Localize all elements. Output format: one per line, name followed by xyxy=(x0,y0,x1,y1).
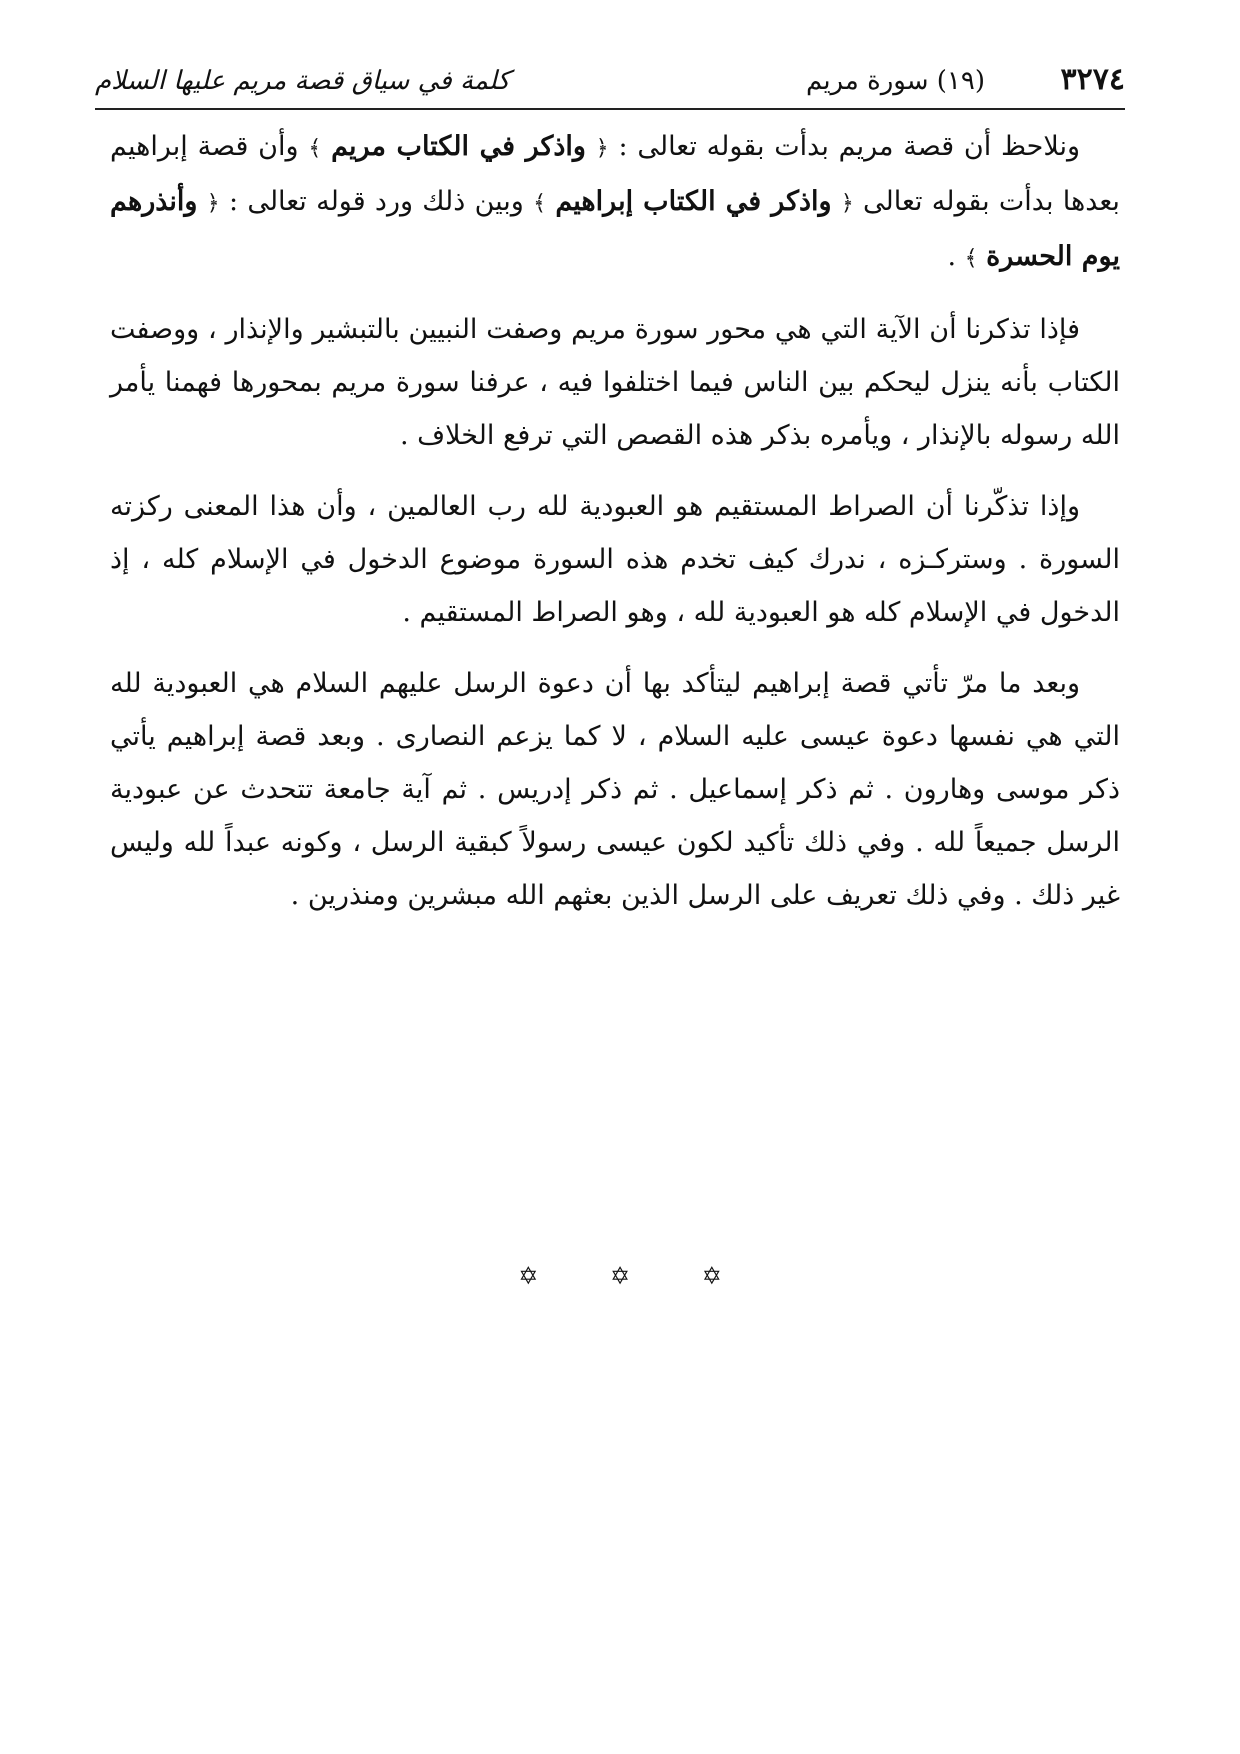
ornate-bracket-open: ﴿ xyxy=(206,191,220,216)
p1-text-1: ونلاحظ أن قصة مريم بدأت بقوله تعالى : xyxy=(618,131,1081,162)
paragraph-2: فإذا تذكرنا أن الآية التي هي محور سورة مريم وصفت النبيين بالتبشير والإنذار ، ووصفت الكتاب بأنه ينزل ليحكم بين الناس فيما اختلفوا فيه ، عرفنا سورة مريم بمحورها فهمنا يأمر الله رسوله بالإنذار ، ويأمره بذكر هذه القصص التي ترفع الخلاف . xyxy=(110,314,1120,451)
page-number: ٣٢٧٤ xyxy=(1060,62,1125,97)
ornate-bracket-close: ﴾ xyxy=(308,136,322,161)
p1-text-4: . xyxy=(947,241,957,272)
paragraph-3: وإذا تذكّرنا أن الصراط المستقيم هو العبودية لله رب العالمين ، وأن هذا المعنى ركزته السورة . وستركـزه ، ندرك كيف تخدم هذه السورة موضوع الدخول في الإسلام كله ، إذ الدخول في الإسلام كله هو العبودية لله ، وهو الصراط المستقيم . xyxy=(110,491,1120,628)
ornate-bracket-close: ﴾ xyxy=(964,246,978,271)
quran-quote-3: وأنذرهم يوم الحسرة xyxy=(110,186,1120,272)
running-header xyxy=(95,62,1125,108)
ornate-bracket-close: ﴾ xyxy=(533,191,547,216)
quran-quote-2: واذكر في الكتاب إبراهيم xyxy=(555,186,832,217)
star-icon: ✡ xyxy=(609,1262,631,1290)
p1-text-2: وأن قصة إبراهيم بعدها بدأت بقوله تعالى xyxy=(110,131,1120,217)
running-title: كلمة في سياق قصة مريم عليها السلام xyxy=(95,66,510,96)
quran-quote-1: واذكر في الكتاب مريم xyxy=(331,131,586,162)
paragraph-1 xyxy=(110,120,1120,285)
section-divider xyxy=(0,1262,1240,1290)
paragraph-4: وبعد ما مرّ تأتي قصة إبراهيم ليتأكد بها أن دعوة الرسل عليهم السلام هي العبودية لله التي هي نفسها دعوة عيسى عليه السلام ، لا كما يزعم النصارى . وبعد قصة إبراهيم يأتي ذكر موسى وهارون . ثم ذكر إسماعيل . ثم ذكر إدريس . ثم آية جامعة تتحدث عن عبودية الرسل جميعاً لله . وفي ذلك تأكيد لكون عيسى رسولاً كبقية الرسل ، وكونه عبداً لله وليس غير ذلك . وفي ذلك تعريف على الرسل الذين بعثهم الله مبشرين ومنذرين . xyxy=(110,668,1120,911)
ornate-bracket-open: ﴿ xyxy=(595,136,609,161)
star-icon: ✡ xyxy=(518,1262,539,1290)
ornate-bracket-open: ﴿ xyxy=(840,191,854,216)
header-rule xyxy=(95,108,1125,110)
surah-label: (١٩) سورة مريم xyxy=(806,66,985,96)
p1-text-3: وبين ذلك ورد قوله تعالى : xyxy=(228,186,524,217)
star-icon: ✡ xyxy=(701,1262,722,1290)
body-text xyxy=(110,120,1120,940)
